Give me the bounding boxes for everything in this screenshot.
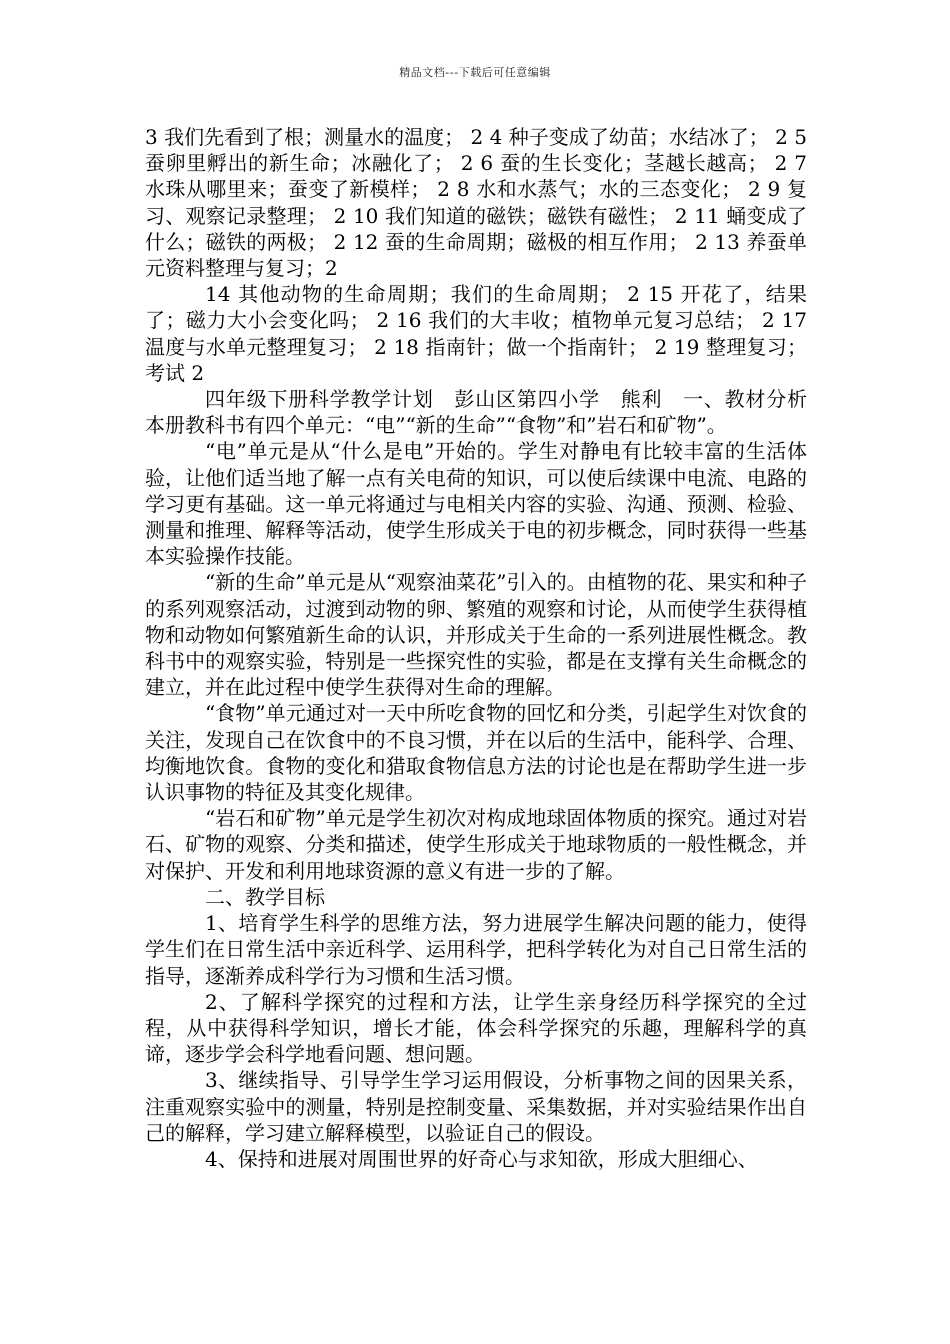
paragraph-schedule-2: 14 其他动物的生命周期；我们的生命周期； 2 15 开花了，结果了；磁力大小会变化吗； 2 16 我们的大丰收；植物单元复习总结； 2 17 温度与水单元整理复习； 2 18 指南针；做一个指南针； 2 19 整理复习；考试 2 <box>145 282 807 385</box>
paragraph-food: “食物”单元通过对一天中所吃食物的回忆和分类，引起学生对饮食的关注，发现自己在饮食中的不良习惯，并在以后的生活中，能科学、合理、均衡地饮食。食物的变化和猎取食物信息方法的讨论也是在帮助学生进一步认识事物的特征及其变化规律。 <box>145 701 807 805</box>
paragraph-goal-4: 4、保持和进展对周围世界的好奇心与求知欲，形成大胆细心、 <box>205 1146 758 1171</box>
paragraph-rocks: “岩石和矿物”单元是学生初次对构成地球固体物质的探究。通过对岩石、矿物的观察、分类和描述，使学生形成关于地球物质的一般性概念，并对保护、开发和利用地球资源的意义有进一步的了解。 <box>145 806 807 883</box>
paragraph-new-life: “新的生命”单元是从“观察油菜花”引入的。由植物的花、果实和种子的系列观察活动，过渡到动物的卵、繁殖的观察和讨论，从而使学生获得植物和动物如何繁殖新生命的认识，并形成关于生命的一系列进展性概念。教科书中的观察实验，特别是一些探究性的实验，都是在支撑有关生命概念的建立，并在此过程中使学生获得对生命的理解。 <box>145 570 807 700</box>
paragraph-goal-1: 1、培育学生科学的思维方法，努力进展学生解决问题的能力，使得学生们在日常生活中亲近科学、运用科学，把科学转化为对自己日常生活的指导，逐渐养成科学行为习惯和生活习惯。 <box>145 911 807 988</box>
paragraph-goal-2: 2、了解科学探究的过程和方法，让学生亲身经历科学探究的全过程，从中获得科学知识，增长才能，体会科学探究的乐趣，理解科学的真谛，逐步学会科学地看问题、想问题。 <box>145 989 807 1067</box>
document-body <box>145 124 847 1172</box>
section-heading-goals: 二、教学目标 <box>205 884 325 909</box>
paragraph-goal-3: 3、继续指导、引导学生学习运用假设，分析事物之间的因果关系，注重观察实验中的测量，特别是控制变量、采集数据，并对实验结果作出自己的解释，学习建立解释模型，以验证自己的假设。 <box>145 1068 807 1145</box>
paragraph-schedule-1: 3 我们先看到了根；测量水的温度； 2 4 种子变成了幼苗；水结冰了； 2 5 蚕卵里孵出的新生命；冰融化了； 2 6 蚕的生长变化；茎越长越高； 2 7 水珠从哪里来；蚕变了新模样； 2 8 水和水蒸气；水的三态变化； 2 9 复习、观察记录整理； 2 10 我们知道的磁铁；磁铁有磁性； 2 11 蛹变成了什么；磁铁的两极； 2 12 蚕的生命周期；磁极的相互作用； 2 13 养蚕单元资料整理与复习；2 <box>145 125 807 281</box>
paragraph-electricity: “电”单元是从“什么是电”开始的。学生对静电有比较丰富的生活体验，让他们适当地了解一点有关电荷的知识，可以使后续课中电流、电路的学习更有基础。这一单元将通过与电相关内容的实验、沟通、预测、检验、测量和推理、解释等活动，使学生形成关于电的初步概念，同时获得一些基本实验操作技能。 <box>145 439 807 569</box>
page-header: 精品文档---下载后可任意编辑 <box>399 66 551 79</box>
paragraph-plan-title: 四年级下册科学教学计划 彭山区第四小学 熊利 一、教材分析 本册教科书有四个单元：“电”“新的生命”“食物”和”岩石和矿物”。 <box>145 387 847 438</box>
